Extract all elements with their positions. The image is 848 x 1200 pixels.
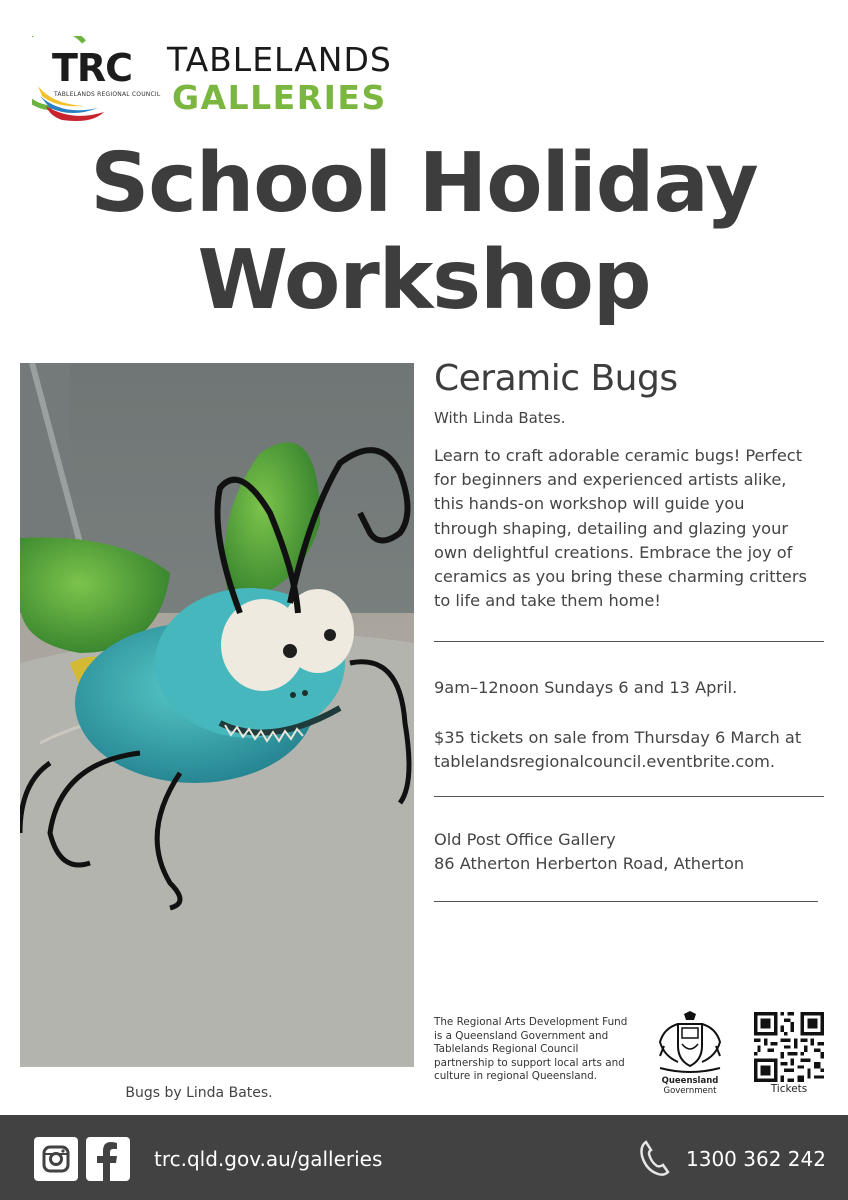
venue-address: 86 Atherton Herberton Road, Atherton: [434, 854, 745, 873]
venue-name: Old Post Office Gallery: [434, 830, 616, 849]
tickets-info: $35 tickets on sale from Thursday 6 March at: [434, 728, 802, 747]
phone-number[interactable]: 1300 362 242: [686, 1147, 826, 1171]
description-line: through shaping, detailing and glazing your: [434, 518, 788, 538]
description-line: ceramics as you bring these charming critters: [434, 567, 807, 587]
description-line: for beginners and experienced artists alike,: [434, 470, 787, 490]
tickets-link[interactable]: tablelandsregionalcouncil.eventbrite.com.: [434, 752, 776, 771]
description-line: own delightful creations. Embrace the joy of: [434, 542, 793, 562]
workshop-description: [434, 444, 830, 613]
website-link[interactable]: trc.qld.gov.au/galleries: [154, 1147, 383, 1171]
funding-statement: [434, 1016, 634, 1084]
government-wordmark: Government: [663, 1086, 717, 1096]
footer-bar: [0, 1115, 848, 1200]
page-title-line-2: Workshop: [197, 233, 651, 328]
instagram-icon[interactable]: [34, 1137, 78, 1181]
tickets-qr-code[interactable]: [754, 1012, 824, 1082]
coat-of-arms-icon: [652, 1010, 728, 1074]
trc-letters: TRC: [52, 46, 133, 90]
tablelands-galleries-logo: [32, 36, 402, 122]
photo-caption: Bugs by Linda Bates.: [125, 1085, 273, 1101]
description-line: to life and take them home!: [434, 591, 661, 611]
funding-line: culture in regional Queensland.: [434, 1070, 598, 1083]
phone-icon: [640, 1140, 670, 1176]
trc-council-name: TABLELANDS REGIONAL COUNCIL: [54, 91, 161, 98]
facebook-icon[interactable]: [86, 1137, 130, 1181]
divider: [434, 641, 824, 642]
funding-line: The Regional Arts Development Fund: [434, 1016, 628, 1028]
page-title-line-1: School Holiday: [90, 136, 758, 231]
funding-line: partnership to support local arts and: [434, 1056, 625, 1069]
brand-tablelands: TABLELANDS: [167, 40, 392, 79]
funding-line: Tablelands Regional Council: [434, 1043, 579, 1056]
divider: [434, 796, 824, 797]
ceramic-bug-photo: [20, 363, 414, 1067]
workshop-name: Ceramic Bugs: [434, 358, 678, 399]
qr-label: Tickets: [770, 1083, 808, 1095]
brand-galleries: GALLERIES: [172, 78, 387, 117]
workshop-time: 9am–12noon Sundays 6 and 13 April.: [434, 678, 738, 697]
description-line: Learn to craft adorable ceramic bugs! Perfect: [434, 446, 803, 465]
queensland-government-logo: [652, 1010, 728, 1096]
workshop-tutor: With Linda Bates.: [434, 409, 566, 427]
divider: [434, 901, 818, 902]
funding-line: is a Queensland Government and: [434, 1029, 609, 1042]
trc-logo-mark: [32, 36, 161, 122]
queensland-wordmark: Queensland: [661, 1076, 719, 1086]
description-line: this hands-on workshop will guide you: [434, 494, 745, 514]
